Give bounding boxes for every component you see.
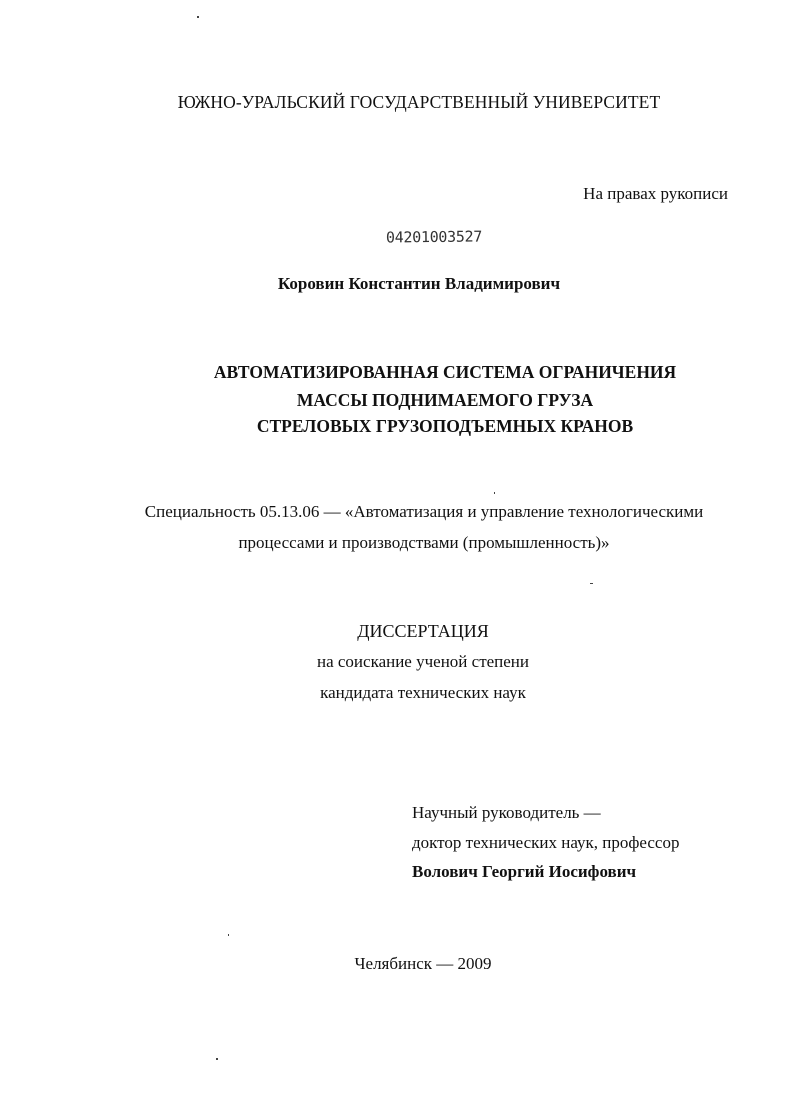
degree-line: на соискание ученой степени: [316, 652, 530, 671]
specialty-line: процессами и производствами (промышленность)»: [238, 533, 610, 552]
supervisor-name: Волович Георгий Иосифович: [412, 862, 637, 881]
city-year: Челябинск — 2009: [354, 954, 492, 973]
specialty-line: Специальность 05.13.06 — «Автоматизация и управление технологическими: [144, 502, 704, 521]
title-line: СТРЕЛОВЫХ ГРУЗОПОДЪЕМНЫХ КРАНОВ: [256, 416, 634, 436]
title-line: АВТОМАТИЗИРОВАННАЯ СИСТЕМА ОГРАНИЧЕНИЯ: [213, 362, 677, 382]
supervisor-role: Научный руководитель —: [412, 803, 601, 822]
manuscript-note: На правах рукописи: [583, 184, 728, 203]
registration-number-stamp: 04201003527: [385, 227, 483, 247]
degree-line: кандидата технических наук: [320, 683, 526, 702]
author-name: Коровин Константин Владимирович: [277, 274, 561, 293]
scan-speck: [228, 934, 229, 936]
scan-speck: [590, 583, 593, 584]
scan-speck: [216, 1058, 218, 1060]
scan-speck: [494, 492, 495, 494]
supervisor-credentials: доктор технических наук, профессор: [412, 833, 680, 852]
university-name: ЮЖНО-УРАЛЬСКИЙ ГОСУДАРСТВЕННЫЙ УНИВЕРСИТЕТ: [177, 92, 661, 112]
title-line: МАССЫ ПОДНИМАЕМОГО ГРУЗА: [296, 390, 594, 410]
work-type: ДИССЕРТАЦИЯ: [357, 621, 489, 641]
scan-speck: [197, 16, 199, 18]
